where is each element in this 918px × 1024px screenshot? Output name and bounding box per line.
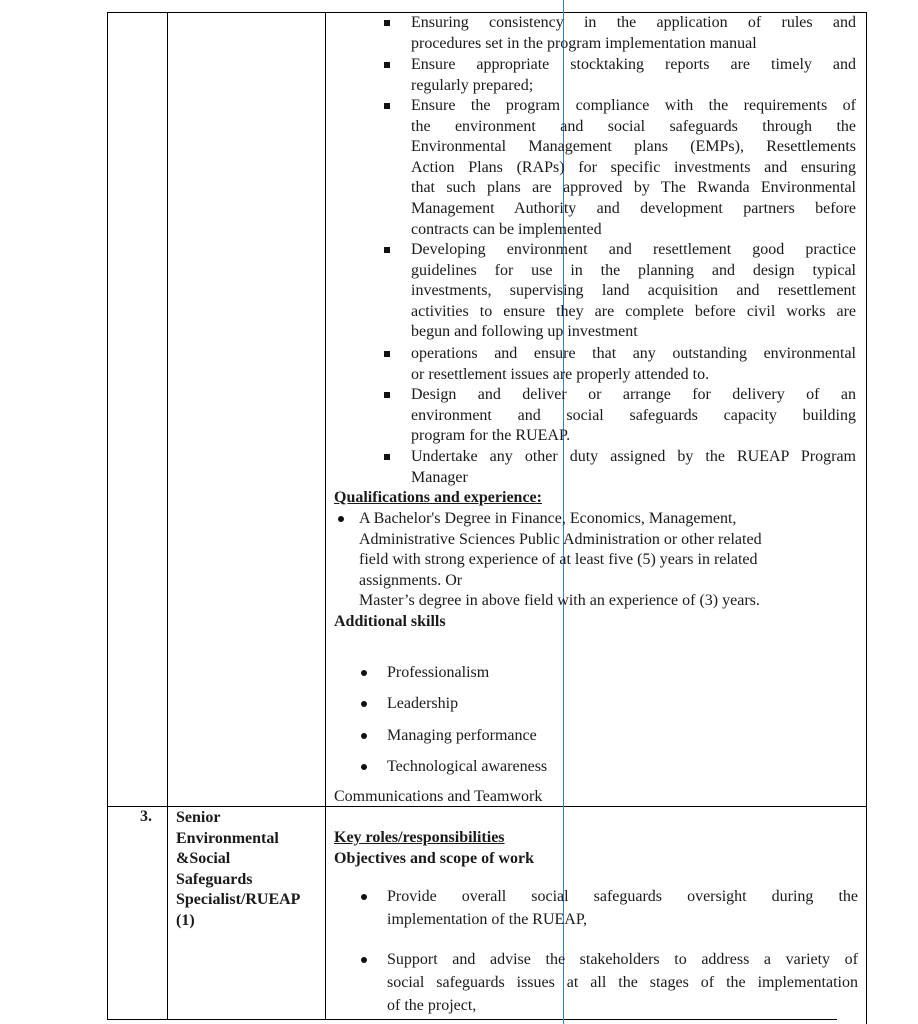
responsibility-line: social safeguards issues at all the stages of the implementation bbox=[387, 974, 858, 991]
responsibility-line: implementation of the RUEAP, bbox=[387, 911, 587, 928]
duty-line: program for the RUEAP. bbox=[411, 427, 571, 445]
duty-line: operations and ensure that any outstanding environmental bbox=[411, 345, 856, 362]
responsibility-line: Support and advise the stakeholders to address a variety of bbox=[387, 951, 858, 968]
duty-line: Undertake any other duty assigned by the RUEAP Program bbox=[411, 448, 856, 465]
round-bullet-icon bbox=[338, 516, 344, 522]
round-bullet-icon bbox=[361, 894, 367, 900]
table-right-border bbox=[866, 12, 867, 1024]
duty-line: Ensure the program compliance with the requirements of bbox=[411, 97, 856, 114]
duty-line: Manager bbox=[411, 468, 468, 486]
skill-trailing-line: Communications and Teamwork bbox=[334, 788, 543, 805]
duty-line: Ensure appropriate stocktaking reports are timely and bbox=[411, 56, 856, 73]
key-roles-heading: Key roles/responsibilities bbox=[334, 829, 505, 846]
duty-line: Environmental Management plans (EMPs), Resettlements bbox=[411, 138, 856, 156]
square-bullet-icon bbox=[384, 351, 390, 357]
duty-line: begun and following up investment bbox=[411, 323, 638, 341]
round-bullet-icon bbox=[361, 764, 367, 770]
square-bullet-icon bbox=[384, 20, 390, 26]
duty-line: Action Plans (RAPs) for specific investments and ensuring bbox=[411, 158, 856, 176]
duty-line: or resettlement issues are properly attended to. bbox=[411, 365, 710, 383]
additional-skills-heading: Additional skills bbox=[334, 613, 446, 630]
round-bullet-icon bbox=[361, 701, 367, 707]
duty-line: guidelines for use in the planning and design typical bbox=[411, 261, 856, 279]
skill-item: Professionalism bbox=[387, 664, 490, 681]
duty-line: the environment and social safeguards through the bbox=[411, 117, 856, 135]
column-divider-number bbox=[167, 12, 168, 1020]
square-bullet-icon bbox=[384, 454, 390, 460]
column-divider-title bbox=[325, 12, 326, 1020]
table-left-border bbox=[107, 12, 108, 1020]
skill-item: Technological awareness bbox=[387, 758, 548, 775]
position-title-line: &Social bbox=[176, 850, 231, 868]
round-bullet-icon bbox=[361, 733, 367, 739]
position-title bbox=[176, 808, 300, 932]
position-title-line: Environmental bbox=[176, 829, 279, 847]
row-number: 3. bbox=[140, 808, 152, 825]
qualification-line: Master’s degree in above field with an experience of (3) years. bbox=[359, 592, 760, 610]
objectives-heading: Objectives and scope of work bbox=[334, 849, 534, 867]
skill-item: Managing performance bbox=[387, 727, 537, 744]
qualification-line: assignments. Or bbox=[359, 571, 463, 589]
duty-line: that such plans are approved by The Rwanda Environmental bbox=[411, 179, 856, 197]
square-bullet-icon bbox=[384, 247, 390, 253]
qualifications-heading: Qualifications and experience: bbox=[334, 489, 542, 506]
duty-line: environment and social safeguards capacity building bbox=[411, 406, 856, 424]
duty-line: procedures set in the program implementation manual bbox=[411, 34, 757, 52]
duty-line: contracts can be implemented bbox=[411, 220, 602, 238]
skill-item: Leadership bbox=[387, 695, 459, 712]
square-bullet-icon bbox=[384, 103, 390, 109]
square-bullet-icon bbox=[384, 62, 390, 68]
duty-line: regularly prepared; bbox=[411, 76, 534, 94]
duty-line: investments, supervising land acquisition and resettlement bbox=[411, 282, 856, 300]
position-title-line: (1) bbox=[176, 911, 195, 929]
duty-line: Design and deliver or arrange for delivery of an bbox=[411, 386, 856, 403]
qualification-line: field with strong experience of at least five (5) years in related bbox=[359, 551, 758, 569]
duty-line: activities to ensure they are complete before civil works are bbox=[411, 302, 856, 320]
position-title-line: Senior bbox=[176, 809, 221, 826]
position-title-line: Safeguards bbox=[176, 870, 253, 888]
qualification-line: Administrative Sciences Public Administration or other related bbox=[359, 530, 762, 548]
duty-line: Developing environment and resettlement good practice bbox=[411, 241, 856, 258]
position-title-line: Specialist/RUEAP bbox=[176, 891, 301, 909]
responsibility-line: of the project, bbox=[387, 997, 477, 1014]
responsibility-line: Provide overall social safeguards oversight during the bbox=[387, 888, 858, 905]
round-bullet-icon bbox=[361, 670, 367, 676]
round-bullet-icon bbox=[361, 957, 367, 963]
table-bottom-border bbox=[107, 1019, 837, 1020]
duty-line: Ensuring consistency in the application of rules and bbox=[411, 14, 856, 31]
duty-line: Management Authority and development partners before bbox=[411, 200, 856, 217]
square-bullet-icon bbox=[384, 392, 390, 398]
qualification-line: A Bachelor's Degree in Finance, Economics, Management, bbox=[359, 510, 737, 527]
